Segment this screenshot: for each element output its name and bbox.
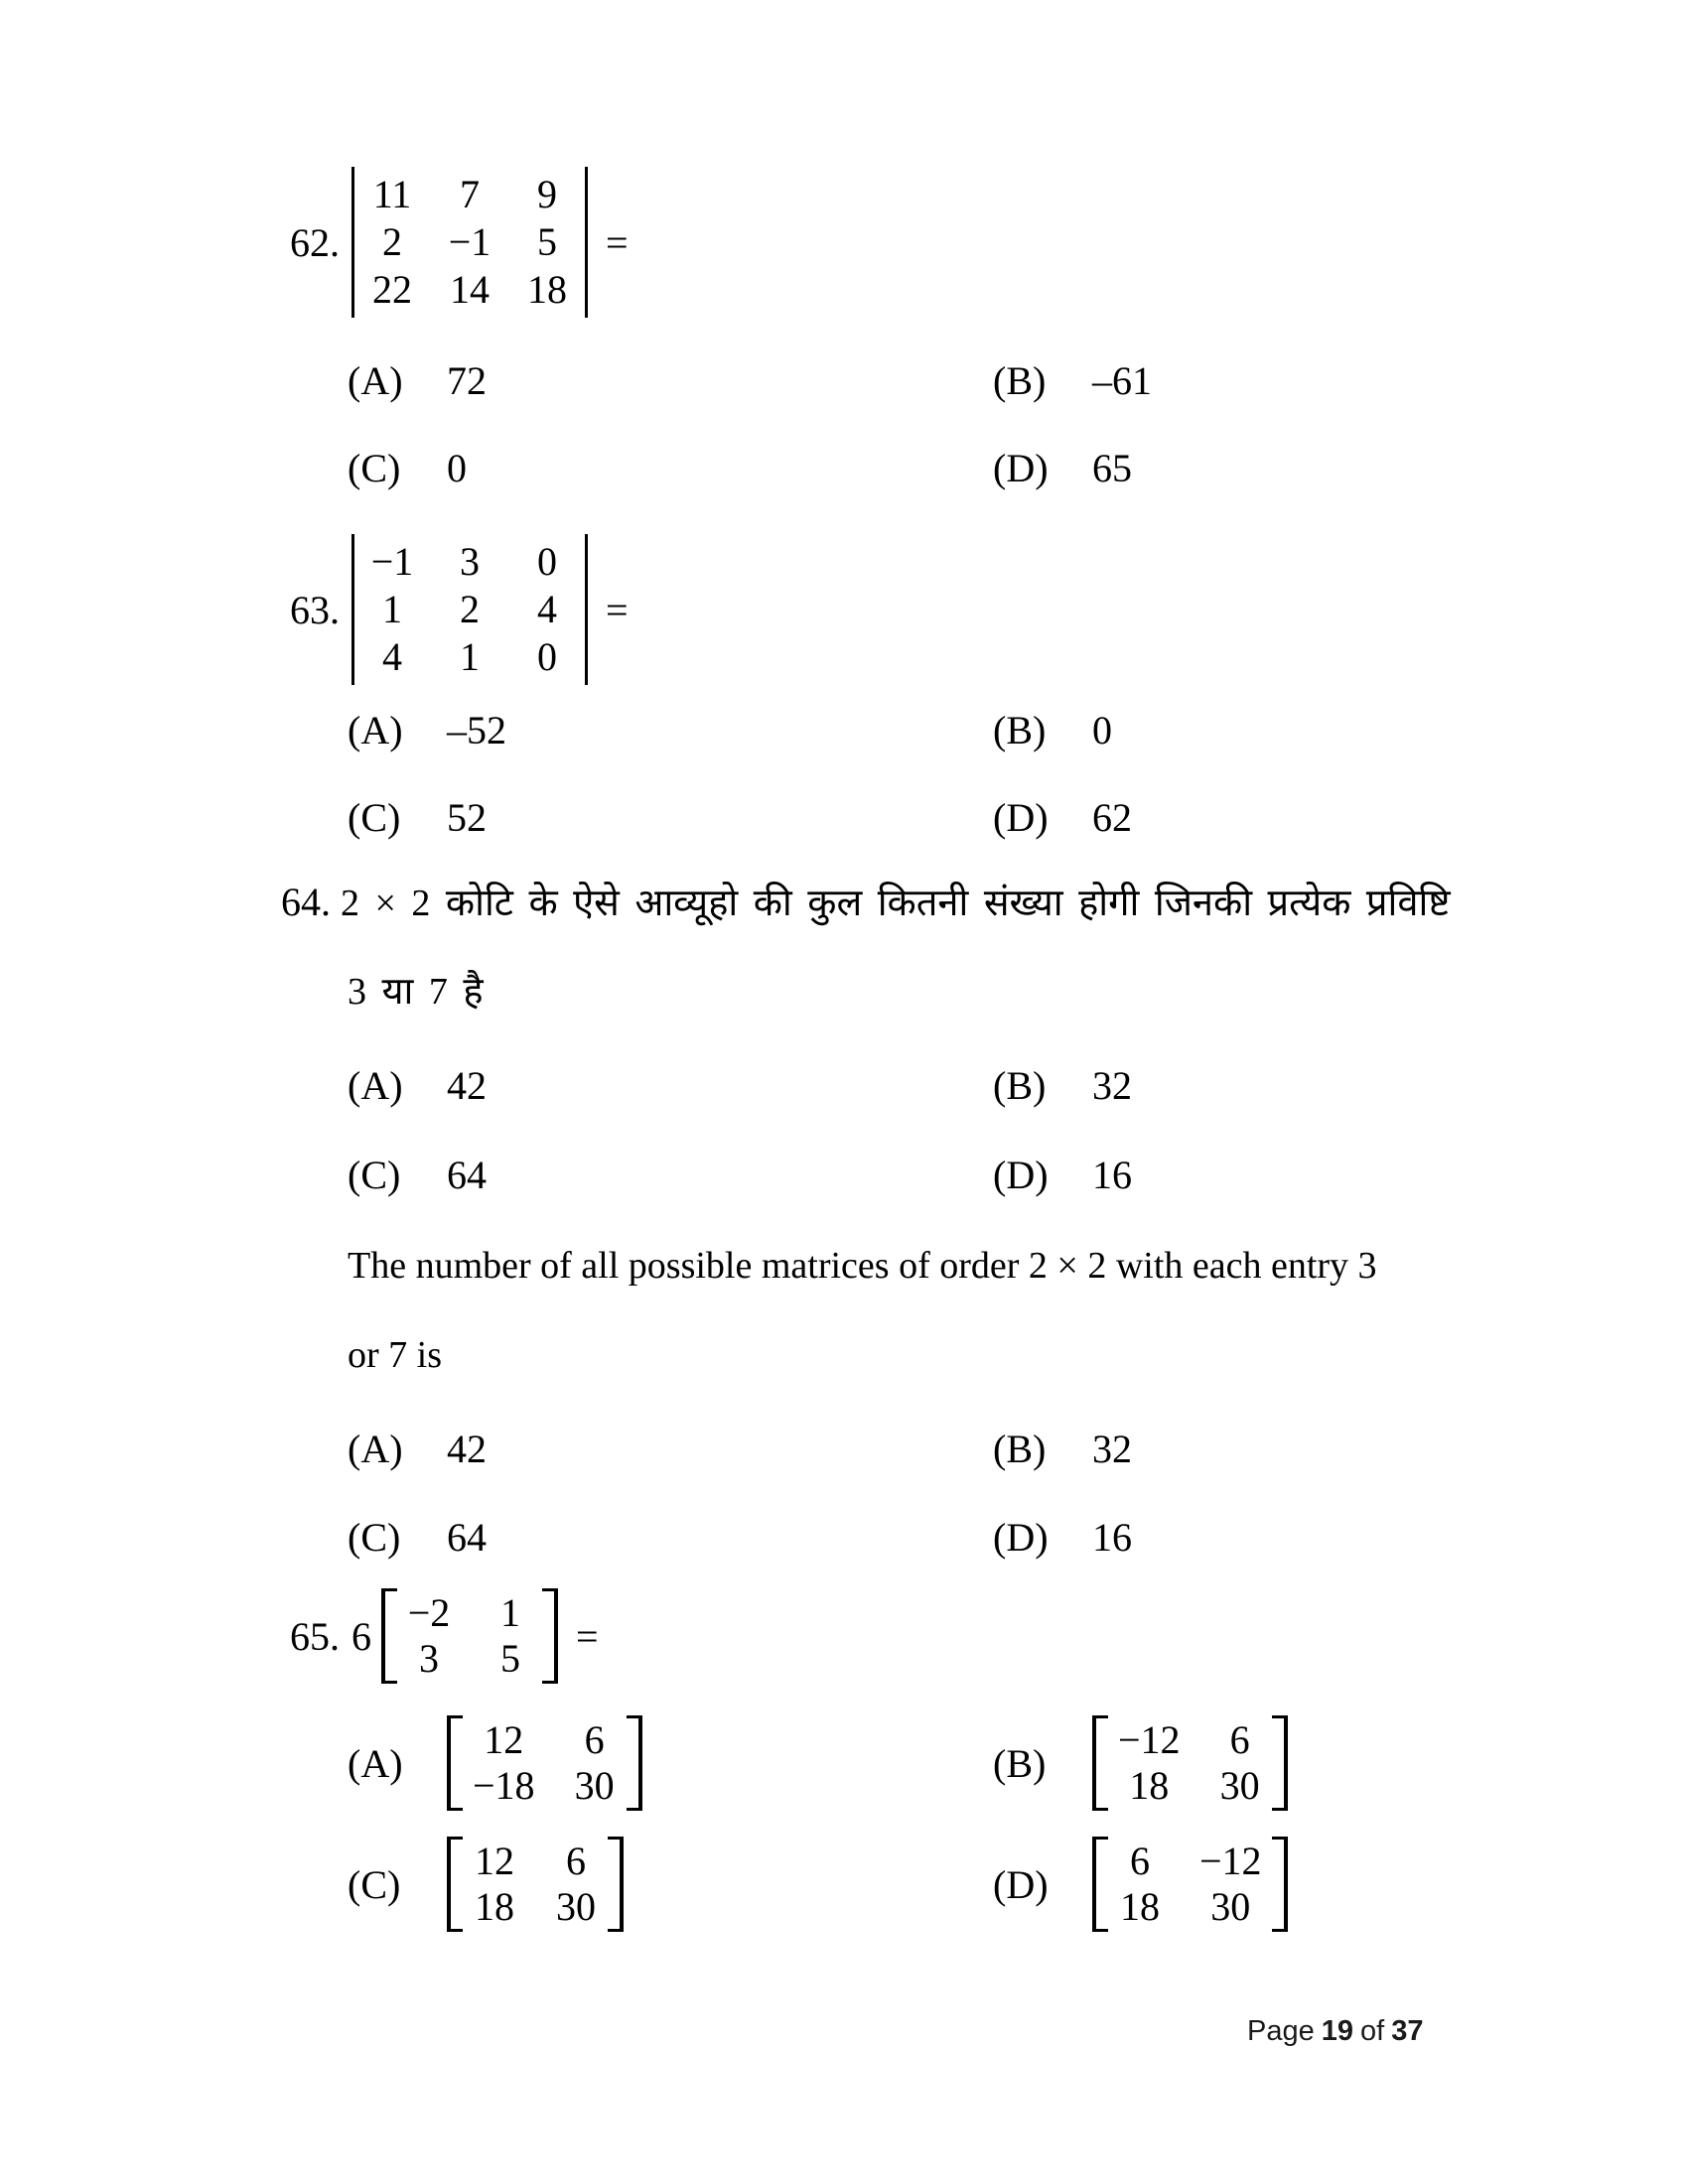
scalar-multiplier: 6 <box>352 1613 371 1659</box>
option-value: 16 <box>1092 1515 1132 1560</box>
question-65-number: 65. <box>290 1613 340 1659</box>
equals-sign: = <box>576 1613 599 1659</box>
question-64-english-line1: The number of all possible matrices of order 2 × 2 with each entry 3 <box>348 1245 1377 1287</box>
question-63-option-d <box>993 794 1132 842</box>
matrix-cell: 12 <box>475 1839 514 1883</box>
matrix-cell: 3 <box>419 1636 439 1681</box>
left-bracket <box>381 1588 397 1684</box>
question-63-option-a <box>348 707 506 754</box>
option-label: (C) <box>348 1153 401 1197</box>
matrix-cell: 6 <box>566 1839 586 1883</box>
matrix-cell: 18 <box>475 1884 514 1929</box>
question-64-hindi-text: 2 × 2 कोटि के ऐसे आव्यूहो की कुल कितनी संख्या होगी जिनकी प्रत्येक प्रविष्टि <box>341 883 1451 924</box>
option-value: 72 <box>447 358 487 403</box>
question-64-option-a <box>348 1062 487 1110</box>
equals-sign: = <box>606 587 629 632</box>
option-label: (A) <box>348 1063 403 1108</box>
footer-page-number: 19 <box>1321 2015 1353 2047</box>
option-value: 42 <box>447 1427 487 1471</box>
matrix-cell: −1 <box>448 219 492 264</box>
matrix-cell: −12 <box>1199 1839 1262 1883</box>
matrix-cells <box>1108 1715 1272 1811</box>
question-63-equation <box>290 534 629 685</box>
question-64-number: 64. <box>281 880 331 924</box>
footer-word-of: of <box>1360 2015 1385 2047</box>
matrix-cell: 30 <box>1210 1884 1251 1929</box>
matrix-cell: 6 <box>1130 1839 1150 1883</box>
matrix-cells <box>1108 1837 1272 1932</box>
matrix-cell: −18 <box>473 1763 535 1808</box>
question-64-option-c <box>348 1152 487 1199</box>
matrix-cell: 12 <box>484 1717 524 1762</box>
matrix-cell: 30 <box>1219 1763 1260 1808</box>
question-65-option-b <box>993 1715 1288 1811</box>
option-value: 32 <box>1092 1427 1132 1471</box>
matrix-cell: 18 <box>527 267 567 312</box>
option-label: (B) <box>993 358 1047 403</box>
question-63-determinant <box>352 534 588 685</box>
option-label: (A) <box>348 708 403 752</box>
option-value: –52 <box>447 708 506 752</box>
matrix-cell: 0 <box>537 634 557 679</box>
matrix-cell: 1 <box>500 1590 520 1635</box>
option-value: 42 <box>447 1063 487 1108</box>
matrix-cell: 5 <box>537 219 557 264</box>
question-64-english-option-a <box>348 1426 487 1473</box>
matrix-cell: 6 <box>584 1717 605 1762</box>
question-64-english-option-c <box>348 1514 487 1562</box>
option-label: (D) <box>993 1515 1049 1560</box>
matrix-cell: 1 <box>460 634 480 679</box>
option-label: (D) <box>993 1861 1049 1907</box>
option-label: (D) <box>993 1153 1049 1197</box>
option-value: 62 <box>1092 795 1132 840</box>
left-bracket <box>1092 1837 1108 1932</box>
matrix-cell: 6 <box>1229 1717 1250 1762</box>
option-label: (D) <box>993 795 1049 840</box>
matrix-cell: 18 <box>1129 1763 1170 1808</box>
matrix-cell: 18 <box>1120 1884 1160 1929</box>
left-bracket <box>447 1837 463 1932</box>
option-value: 0 <box>447 446 467 490</box>
question-64-hindi-line1 <box>281 880 1451 926</box>
right-bracket <box>1272 1837 1288 1932</box>
left-bracket <box>447 1715 463 1811</box>
option-matrix <box>447 1715 642 1811</box>
matrix-cells <box>463 1715 627 1811</box>
option-value: 32 <box>1092 1063 1132 1108</box>
option-value: 52 <box>447 795 487 840</box>
option-label: (C) <box>348 1861 401 1907</box>
question-64-option-b <box>993 1062 1132 1110</box>
equals-sign: = <box>606 219 629 265</box>
matrix-cell: 30 <box>574 1763 615 1808</box>
question-62-option-a <box>348 357 487 405</box>
question-63-option-c <box>348 794 487 842</box>
question-64-english-line2: or 7 is <box>348 1334 442 1376</box>
question-63-number: 63. <box>290 587 340 632</box>
question-65-option-c <box>348 1837 624 1932</box>
matrix-cell: 3 <box>460 539 480 584</box>
question-62-option-c <box>348 445 467 492</box>
option-label: (B) <box>993 1427 1047 1471</box>
matrix-cell: 11 <box>372 172 412 216</box>
option-label: (C) <box>348 1515 401 1560</box>
option-label: (B) <box>993 1740 1047 1786</box>
left-bracket <box>1092 1715 1108 1811</box>
question-64-english-option-b <box>993 1426 1132 1473</box>
matrix-cell: 4 <box>537 587 557 631</box>
right-bracket <box>627 1715 642 1811</box>
question-65-option-a <box>348 1715 642 1811</box>
right-bracket <box>1272 1715 1288 1811</box>
option-matrix <box>447 1837 624 1932</box>
question-65-option-d <box>993 1837 1288 1932</box>
option-matrix <box>1092 1715 1288 1811</box>
matrix-cell: 5 <box>500 1636 520 1681</box>
question-62-option-d <box>993 445 1132 492</box>
option-label: (B) <box>993 1063 1047 1108</box>
question-65-equation <box>290 1588 599 1684</box>
matrix-cells <box>463 1837 608 1932</box>
matrix-cell: −2 <box>407 1590 451 1635</box>
matrix-cell: 2 <box>382 219 402 264</box>
matrix-cell: 4 <box>382 634 402 679</box>
matrix-cell: 0 <box>537 539 557 584</box>
matrix-cell: 2 <box>460 587 480 631</box>
option-value: 16 <box>1092 1153 1132 1197</box>
option-label: (C) <box>348 446 401 490</box>
option-label: (A) <box>348 1740 403 1786</box>
question-62-equation <box>290 167 629 318</box>
option-label: (A) <box>348 358 403 403</box>
question-62-determinant <box>352 167 588 318</box>
matrix-cell: 14 <box>450 267 490 312</box>
right-bracket <box>608 1837 624 1932</box>
option-label: (D) <box>993 446 1049 490</box>
option-label: (C) <box>348 795 401 840</box>
matrix-cell: 22 <box>372 267 412 312</box>
question-65-matrix <box>381 1588 558 1684</box>
matrix-cell: 9 <box>537 172 557 216</box>
matrix-cell: −1 <box>370 539 414 584</box>
option-value: 0 <box>1092 708 1112 752</box>
matrix-cell: 1 <box>382 587 402 631</box>
page-footer <box>1247 2015 1423 2048</box>
option-matrix <box>1092 1837 1288 1932</box>
matrix-cell: −12 <box>1118 1717 1181 1762</box>
question-64-hindi-line2: 3 या 7 है <box>348 971 484 1013</box>
question-63-option-b <box>993 707 1112 754</box>
option-value: 64 <box>447 1515 487 1560</box>
matrix-cell: 30 <box>556 1884 596 1929</box>
option-value: 65 <box>1092 446 1132 490</box>
option-label: (A) <box>348 1427 403 1471</box>
option-value: –61 <box>1092 358 1152 403</box>
question-62-option-b <box>993 357 1152 405</box>
matrix-cell: 7 <box>460 172 480 216</box>
option-value: 64 <box>447 1153 487 1197</box>
question-64-english-option-d <box>993 1514 1132 1562</box>
option-label: (B) <box>993 708 1047 752</box>
footer-word-page: Page <box>1247 2015 1315 2047</box>
question-64-option-d <box>993 1152 1132 1199</box>
right-bracket <box>542 1588 558 1684</box>
question-62-number: 62. <box>290 219 340 265</box>
matrix-cells <box>397 1588 542 1684</box>
footer-total-pages: 37 <box>1391 2015 1424 2047</box>
